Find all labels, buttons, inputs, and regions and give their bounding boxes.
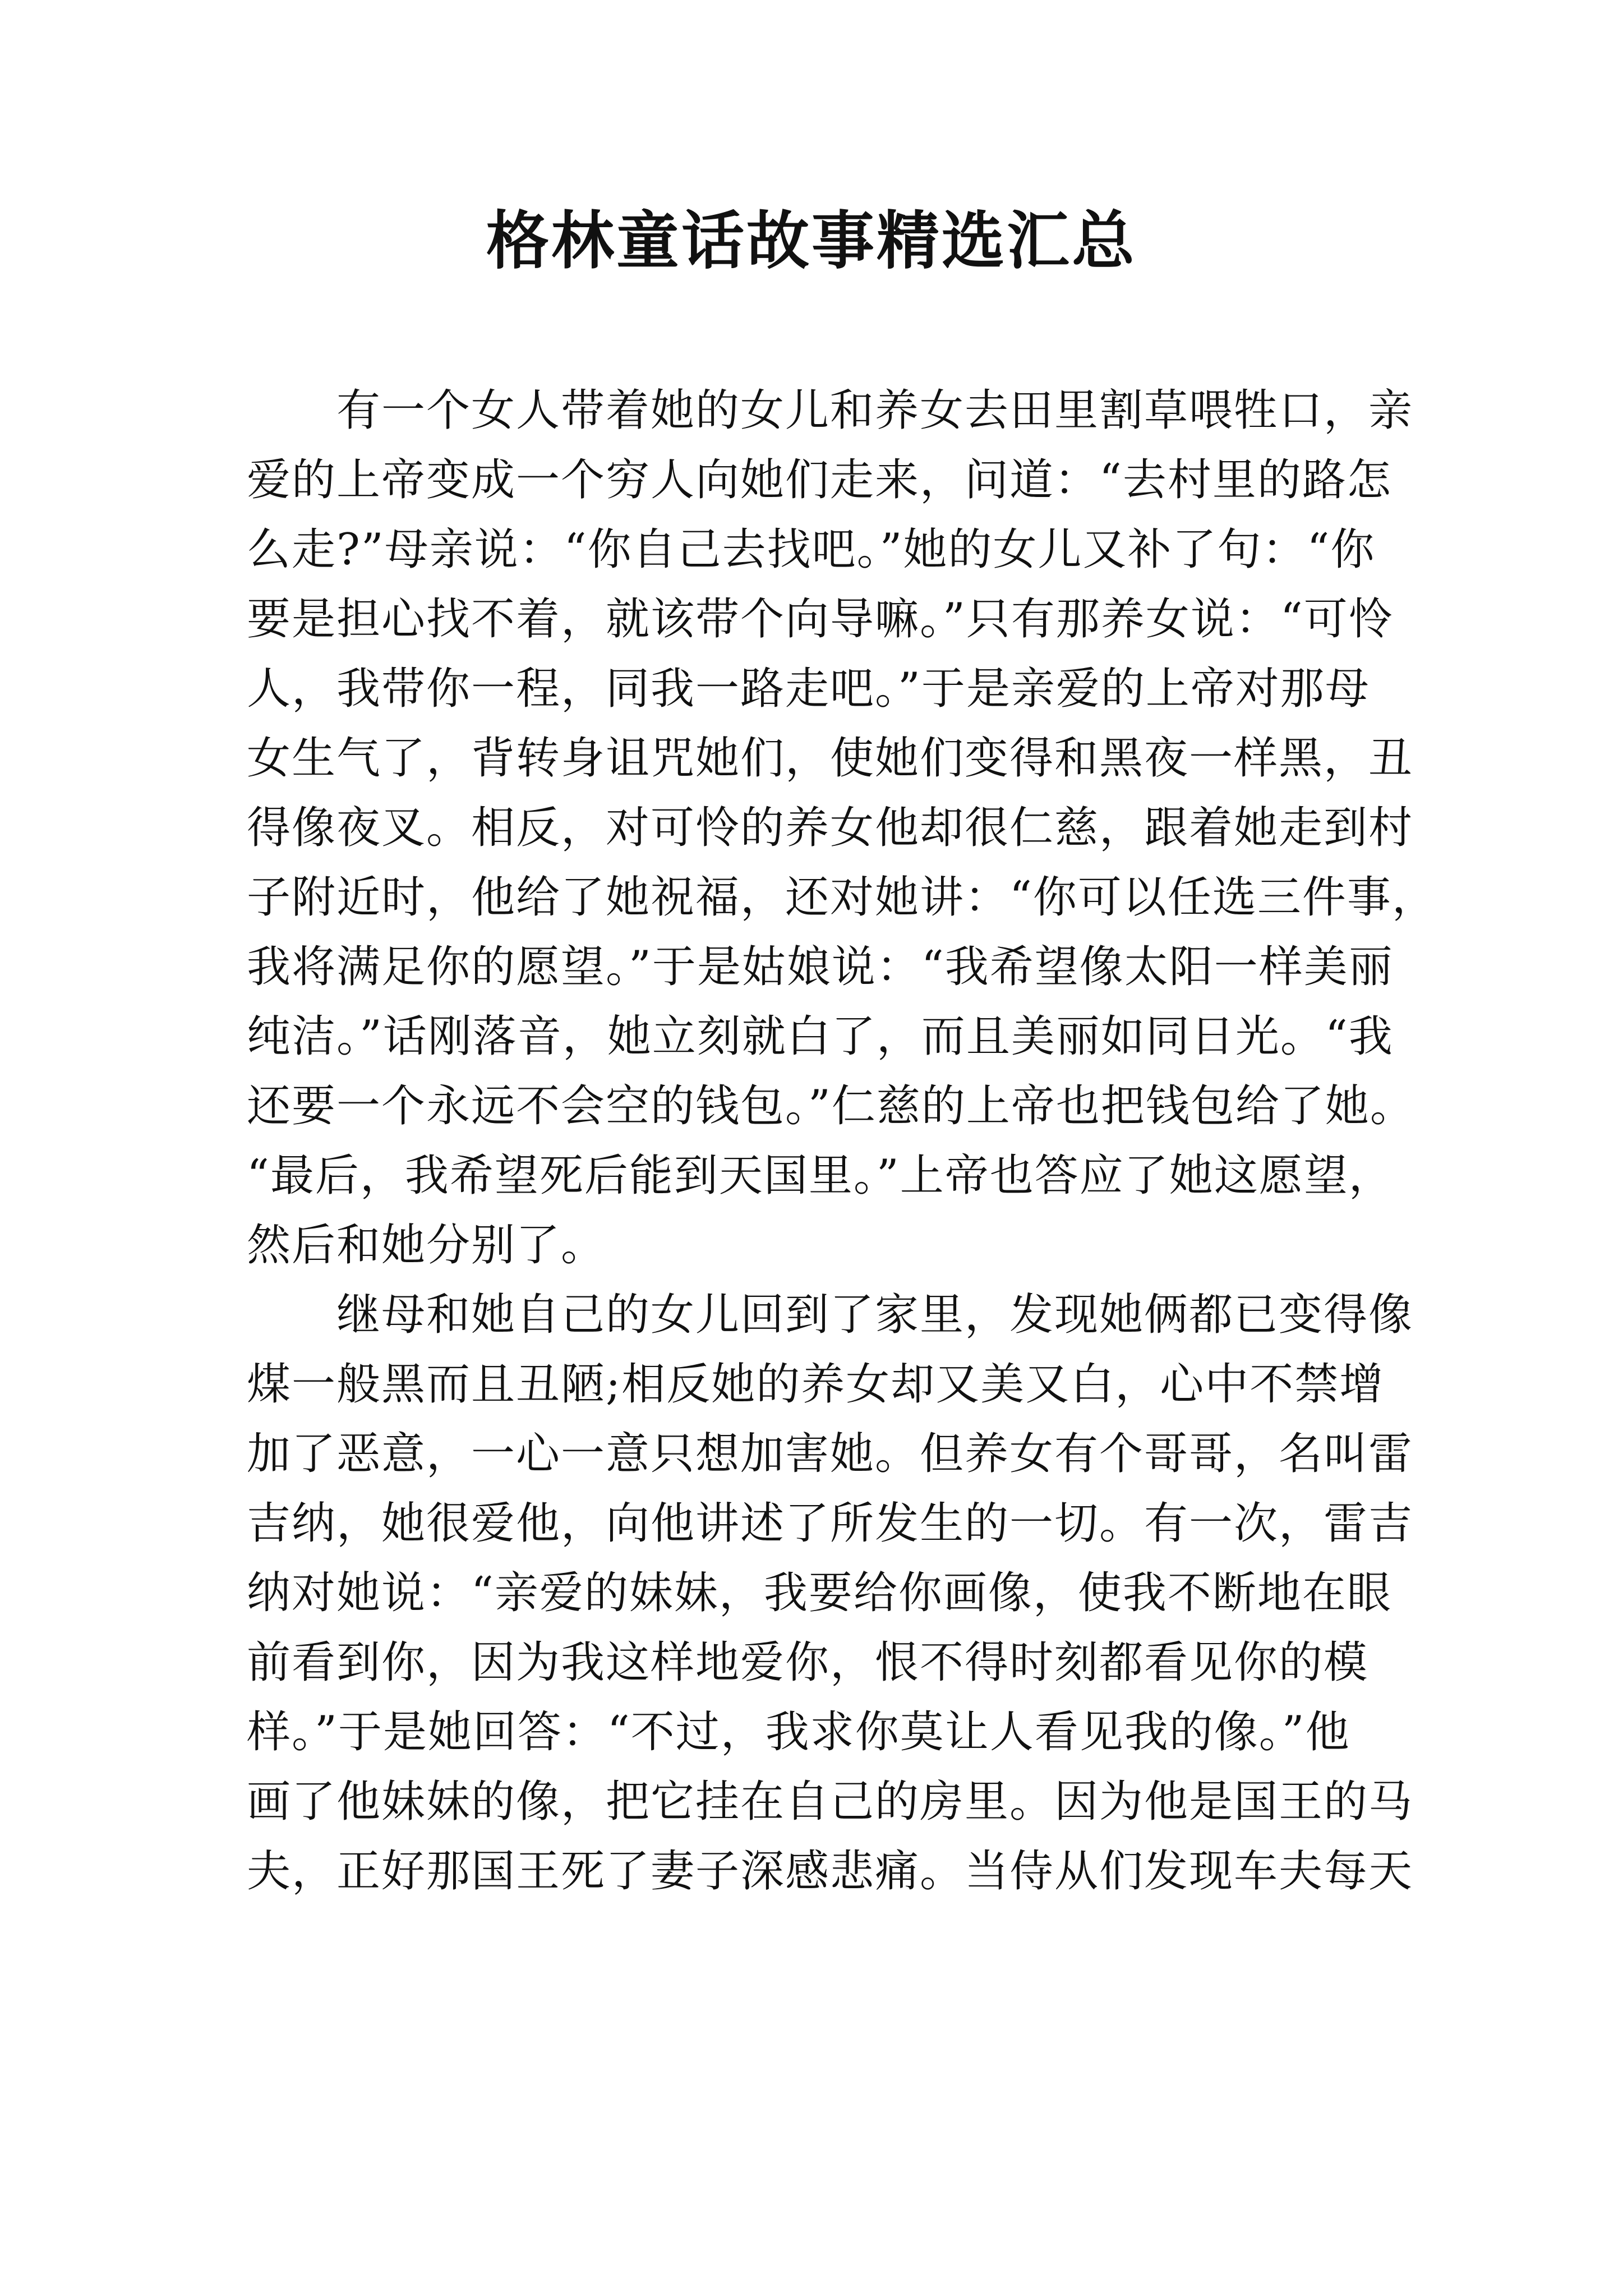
text-line: 要是担心找不着，就该带个向导嘛。”只有那养女说：“可怜 bbox=[247, 594, 1394, 645]
text-line: 吉纳，她很爱他，向他讲述了所发生的一切。有一次，雷吉 bbox=[247, 1498, 1414, 1549]
text-line: 前看到你，因为我这样地爱你，恨不得时刻都看见你的模 bbox=[247, 1637, 1369, 1688]
paragraph-first-line: 继母和她自己的女儿回到了家里，发现她俩都已变得像 bbox=[336, 1290, 1414, 1340]
text-line: 夫，正好那国王死了妻子深感悲痛。当侍从们发现车夫每天 bbox=[247, 1846, 1414, 1897]
text-line: 爱的上帝变成一个穷人向她们走来，问道：“去村里的路怎 bbox=[247, 455, 1392, 505]
text-line: 人，我带你一程，同我一路走吧。”于是亲爱的上帝对那母 bbox=[247, 664, 1370, 714]
text-line: 煤一般黑而且丑陋;相反她的养女却又美又白，心中不禁增 bbox=[247, 1359, 1385, 1410]
document-title: 格林童话故事精选汇总 bbox=[486, 204, 1137, 278]
text-line: 加了恶意，一心一意只想加害她。但养女有个哥哥，名叫雷 bbox=[247, 1429, 1414, 1479]
text-line: 纯洁。”话刚落音，她立刻就白了，而且美丽如同日光。“我 bbox=[247, 1011, 1394, 1062]
text-line: 子附近时，他给了她祝福，还对她讲：“你可以任选三件事， bbox=[247, 872, 1437, 923]
text-line: “最后，我希望死后能到天国里。”上帝也答应了她这愿望， bbox=[247, 1151, 1394, 1201]
text-line: 得像夜叉。相反，对可怜的养女他却很仁慈，跟着她走到村 bbox=[247, 803, 1414, 853]
text-line: 还要一个永远不会空的钱包。”仁慈的上帝也把钱包给了她。 bbox=[247, 1081, 1415, 1131]
paragraph-first-line: 有一个女人带着她的女儿和养女去田里割草喂牲口，亲 bbox=[336, 385, 1414, 436]
text-line: 样。”于是她回答：“不过，我求你莫让人看见我的像。”他 bbox=[247, 1707, 1350, 1757]
document-body bbox=[247, 376, 1437, 1906]
text-line: 女生气了，背转身诅咒她们，使她们变得和黑夜一样黑，丑 bbox=[247, 733, 1414, 784]
text-line: 纳对她说：“亲爱的妹妹，我要给你画像，使我不断地在眼 bbox=[247, 1568, 1392, 1618]
text-line: 我将满足你的愿望。”于是姑娘说：“我希望像太阳一样美丽 bbox=[247, 942, 1394, 992]
text-line: 画了他妹妹的像，把它挂在自己的房里。因为他是国王的马 bbox=[247, 1777, 1414, 1827]
text-line: 然后和她分别了。 bbox=[247, 1220, 606, 1271]
text-line: 么走?”母亲说：“你自己去找吧。”她的女儿又补了句：“你 bbox=[247, 524, 1376, 575]
